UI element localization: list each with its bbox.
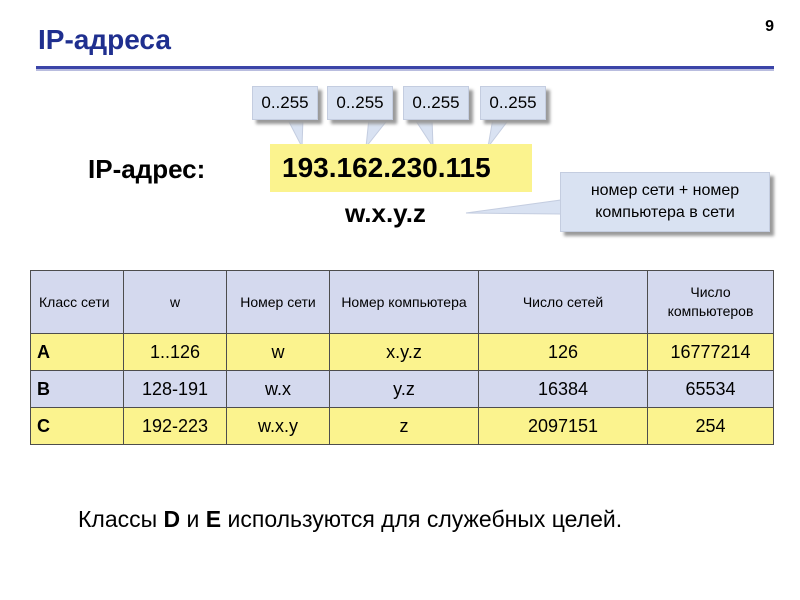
header-class: Класс сети [31,271,124,334]
footer-class-d: D [163,506,181,532]
ip-address-label: IP-адрес: [88,154,206,184]
cell-class: A [31,334,124,371]
table-row [31,408,774,445]
cell-class: B [31,371,124,408]
ip-classes-table [30,270,774,445]
callout-pointer-1 [287,118,303,147]
cell-class: C [31,408,124,445]
network-host-note: номер сети + номер компьютера в сети [560,172,770,232]
cell-network-number: w.x [227,371,330,408]
table-row [31,371,774,408]
cell-w: 128-191 [124,371,227,408]
octet-range-callout-2: 0..255 [327,86,393,120]
page-title: IP-адреса [38,24,171,55]
footer-mid: и [180,506,206,532]
header-w: w [124,271,227,334]
header-hosts-count: Число компьютеров [648,271,774,334]
cell-w: 192-223 [124,408,227,445]
footer-class-e: E [205,506,222,532]
cell-host-number: x.y.z [330,334,479,371]
table-row [31,334,774,371]
header-network-number: Номер сети [227,271,330,334]
cell-networks-count: 126 [479,334,648,371]
footer-note [78,506,622,533]
cell-hosts-count: 16777214 [648,334,774,371]
octet-range-callout-1: 0..255 [252,86,318,120]
footer-prefix: Классы [78,506,164,532]
octet-range-callout-4: 0..255 [480,86,546,120]
table-header-row [31,271,774,334]
ip-address-pattern: w.x.y.z [345,198,426,228]
header-host-number: Номер компьютера [330,271,479,334]
header-networks-count: Число сетей [479,271,648,334]
callout-pointer-2 [366,118,389,147]
cell-networks-count: 2097151 [479,408,648,445]
callout-pointer-4 [488,118,510,147]
ip-address-value: 193.162.230.115 [270,144,532,192]
cell-host-number: z [330,408,479,445]
cell-w: 1..126 [124,334,227,371]
note-pointer [466,200,561,214]
cell-networks-count: 16384 [479,371,648,408]
footer-suffix: используются для служебных целей. [221,506,623,532]
octet-range-callout-3: 0..255 [403,86,469,120]
cell-network-number: w [227,334,330,371]
cell-host-number: y.z [330,371,479,408]
title-underline-shadow [36,69,774,71]
cell-network-number: w.x.y [227,408,330,445]
callout-pointer-3 [414,118,433,147]
cell-hosts-count: 254 [648,408,774,445]
cell-hosts-count: 65534 [648,371,774,408]
page-number: 9 [765,18,774,35]
